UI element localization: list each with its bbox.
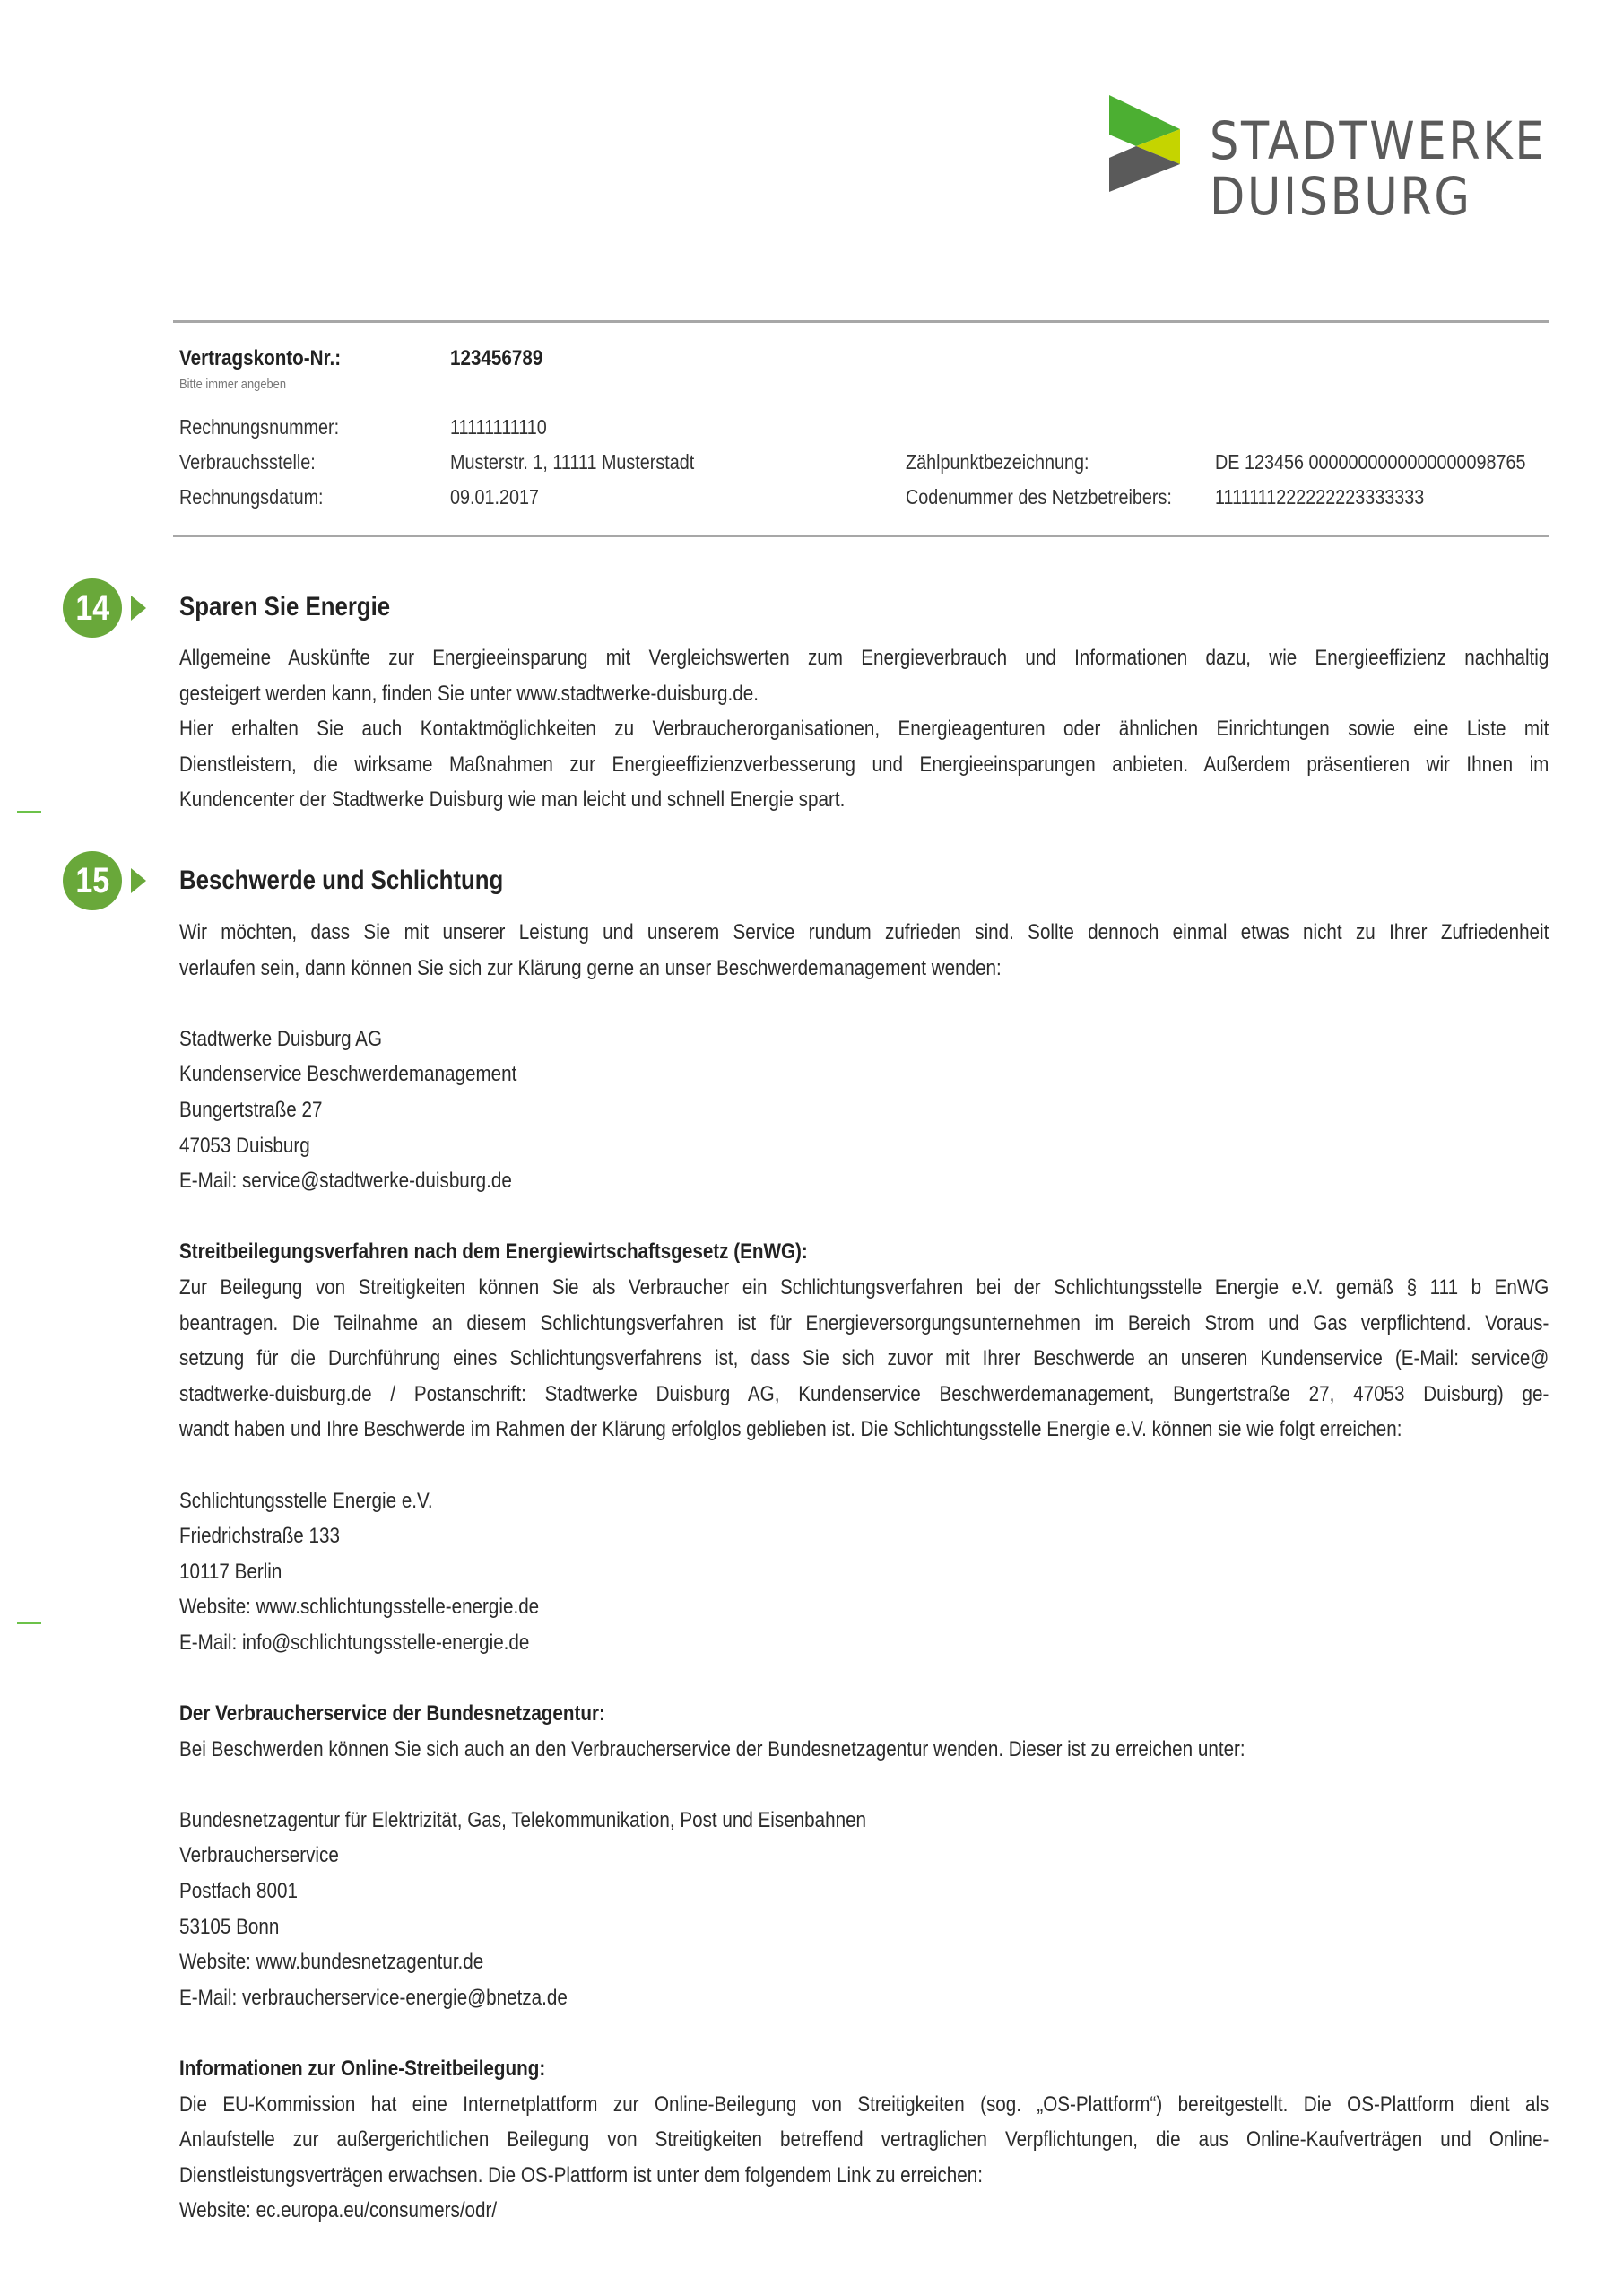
- paragraph-line: Die EU-Kommission hat eine Internetplattform zur Online-Beilegung von Streitigkeiten (sog. „OS-Plattform“) bereitgestellt. Die OS-Plattform dient als: [179, 2092, 1549, 2117]
- paragraph-line: Bei Beschwerden können Sie sich auch an den Verbraucherservice der Bundesnetzagentur wenden. Dieser ist zu erreichen unter:: [179, 1736, 1245, 1761]
- paragraph-line: Dienstleistungsverträgen erwachsen. Die OS-Plattform ist unter dem folgendem Link zu erreichen:: [179, 2162, 983, 2187]
- company-logo: [1109, 95, 1558, 227]
- address-line: 47053 Duisburg: [179, 1133, 310, 1158]
- address-line: 10117 Berlin: [179, 1559, 282, 1584]
- section-title: Beschwerde und Schlichtung: [179, 865, 504, 895]
- paragraph-line: wandt haben und Ihre Beschwerde im Rahmen der Klärung erfolglos geblieben ist. Die Schlichtungsstelle Energie e.V. können sie wie folgt erreichen:: [179, 1417, 1402, 1442]
- paragraph-line: Allgemeine Auskünfte zur Energieeinsparung mit Vergleichswerten zum Energieverbrauch und Informationen dazu, wie Energieeffizienz nachhaltig: [179, 646, 1549, 670]
- consumption-point-value: Musterstr. 1, 11111 Musterstadt: [450, 450, 695, 474]
- website-link[interactable]: Website: www.schlichtungsstelle-energie.de: [179, 1595, 540, 1620]
- meter-point-label: Zählpunktbezeichnung:: [906, 450, 1089, 474]
- address-line: Kundenservice Beschwerdemanagement: [179, 1062, 517, 1087]
- triangle-right-icon: [131, 868, 146, 893]
- address-line: Bungertstraße 27: [179, 1097, 323, 1122]
- website-link[interactable]: Website: ec.europa.eu/consumers/odr/: [179, 2198, 498, 2223]
- paragraph-line: Dienstleistern, die wirksame Maßnahmen zur Energieeffizienzverbesserung und Energieeinsparungen anbieten. Außerdem präsentieren wir Ihnen im: [179, 752, 1549, 777]
- account-number-note: Bitte immer angeben: [179, 377, 287, 392]
- paragraph-line: stadtwerke-duisburg.de / Postanschrift: Stadtwerke Duisburg AG, Kundenservice Beschwerdemanagement, Bungertstraße 27, 47053 Duisburg) ge-: [179, 1381, 1549, 1406]
- invoice-date-label: Rechnungsdatum:: [179, 485, 324, 509]
- section-14: [179, 589, 1549, 822]
- paragraph-line: Kundencenter der Stadtwerke Duisburg wie man leicht und schnell Energie spart.: [179, 787, 846, 813]
- logo-line-2: DUISBURG: [1210, 166, 1472, 227]
- address-line: Schlichtungsstelle Energie e.V.: [179, 1488, 433, 1513]
- paragraph-line: Anlaufstelle zur außergerichtlichen Beilegung von Streitigkeiten betreffend vertraglichen Verpflichtungen, die aus Online-Kaufverträgen und Online-: [179, 2127, 1549, 2152]
- enwg-heading: Streitbeilegungsverfahren nach dem Energiewirtschaftsgesetz (EnWG):: [179, 1239, 808, 1265]
- logo-wordmark: [1210, 110, 1547, 227]
- header-divider-top: [173, 320, 1549, 323]
- header-divider-bottom: [173, 535, 1549, 537]
- address-line: Stadtwerke Duisburg AG: [179, 1026, 383, 1051]
- grid-operator-code-value: 1111111222222223333333: [1215, 485, 1425, 509]
- section-15-badge: [63, 851, 122, 910]
- paragraph-line: Wir möchten, dass Sie mit unserer Leistung und unserem Service rundum zufrieden sind. Sollte dennoch einmal etwas nicht zu Ihrer Zufriedenheit: [179, 920, 1549, 944]
- consumption-point-label: Verbrauchsstelle:: [179, 450, 316, 474]
- section-number: 15: [75, 861, 109, 900]
- section-title: Sparen Sie Energie: [179, 592, 391, 622]
- section-number: 14: [75, 588, 109, 628]
- grid-operator-code-label: Codenummer des Netzbetreibers:: [906, 485, 1172, 509]
- fold-mark: [17, 811, 41, 813]
- triangle-right-icon: [131, 596, 146, 621]
- paragraph-line: Zur Beilegung von Streitigkeiten können Sie als Verbraucher ein Schlichtungsverfahren bei der Schlichtungsstelle Energie e.V. gemäß § 111 b EnWG: [179, 1274, 1549, 1300]
- section-14-badge: [63, 578, 122, 638]
- fold-mark: [17, 1622, 41, 1624]
- bnetza-heading: Der Verbraucherservice der Bundesnetzagentur:: [179, 1701, 605, 1726]
- account-number-value: 123456789: [450, 346, 543, 370]
- website-link[interactable]: Website: www.bundesnetzagentur.de: [179, 1950, 484, 1975]
- swd-complaint-address: [179, 1022, 1549, 1199]
- invoice-date-value: 09.01.2017: [450, 485, 540, 509]
- address-line: Bundesnetzagentur für Elektrizität, Gas, Telekommunikation, Post und Eisenbahnen: [179, 1807, 867, 1832]
- email-link[interactable]: E-Mail: info@schlichtungsstelle-energie.de: [179, 1630, 530, 1655]
- section-15: [179, 863, 1549, 2262]
- odr-paragraph: [179, 2087, 1549, 2194]
- address-line: Friedrichstraße 133: [179, 1524, 340, 1549]
- email-link[interactable]: E-Mail: service@stadtwerke-duisburg.de: [179, 1169, 512, 1194]
- bnetza-address: [179, 1803, 1549, 2016]
- paragraph-line: gesteigert werden kann, finden Sie unter www.stadtwerke-duisburg.de.: [179, 681, 759, 706]
- enwg-paragraph: [179, 1270, 1549, 1448]
- invoice-number-label: Rechnungsnummer:: [179, 415, 340, 439]
- logo-mark-icon: [1109, 95, 1181, 194]
- intro-paragraph: [179, 915, 1549, 986]
- email-link[interactable]: E-Mail: verbraucherservice-energie@bnetza.de: [179, 1985, 568, 2010]
- address-line: Verbraucherservice: [179, 1843, 339, 1868]
- paragraph-line: Hier erhalten Sie auch Kontaktmöglichkeiten zu Verbraucherorganisationen, Energieagenturen oder ähnlichen Einrichtungen sowie eine Liste mit: [179, 717, 1549, 742]
- arbitration-board-address: [179, 1483, 1549, 1661]
- address-line: Postfach 8001: [179, 1879, 298, 1904]
- meter-point-value: DE 123456 0000000000000000098765: [1215, 450, 1526, 474]
- account-number-label: Vertragskonto-Nr.:: [179, 346, 342, 370]
- paragraph-line: verlaufen sein, dann können Sie sich zur Klärung gerne an unser Beschwerdemanagement wenden:: [179, 955, 1002, 980]
- odr-heading: Informationen zur Online-Streitbeilegung:: [179, 2057, 546, 2081]
- invoice-number-value: 11111111110: [450, 415, 547, 439]
- address-line: 53105 Bonn: [179, 1914, 280, 1939]
- paragraph-line: beantragen. Die Teilnahme an diesem Schlichtungsverfahren ist für Energieversorgungsunternehmen im Bereich Strom und Gas verpflichtend. Voraus-: [179, 1310, 1549, 1335]
- paragraph-line: setzung für die Durchführung eines Schlichtungsverfahrens ist, dass Sie sich zuvor mit Ihrer Beschwerde an unseren Kundenservice (E-Mail: service@: [179, 1346, 1549, 1371]
- logo-line-1: STADTWERKE: [1210, 110, 1547, 171]
